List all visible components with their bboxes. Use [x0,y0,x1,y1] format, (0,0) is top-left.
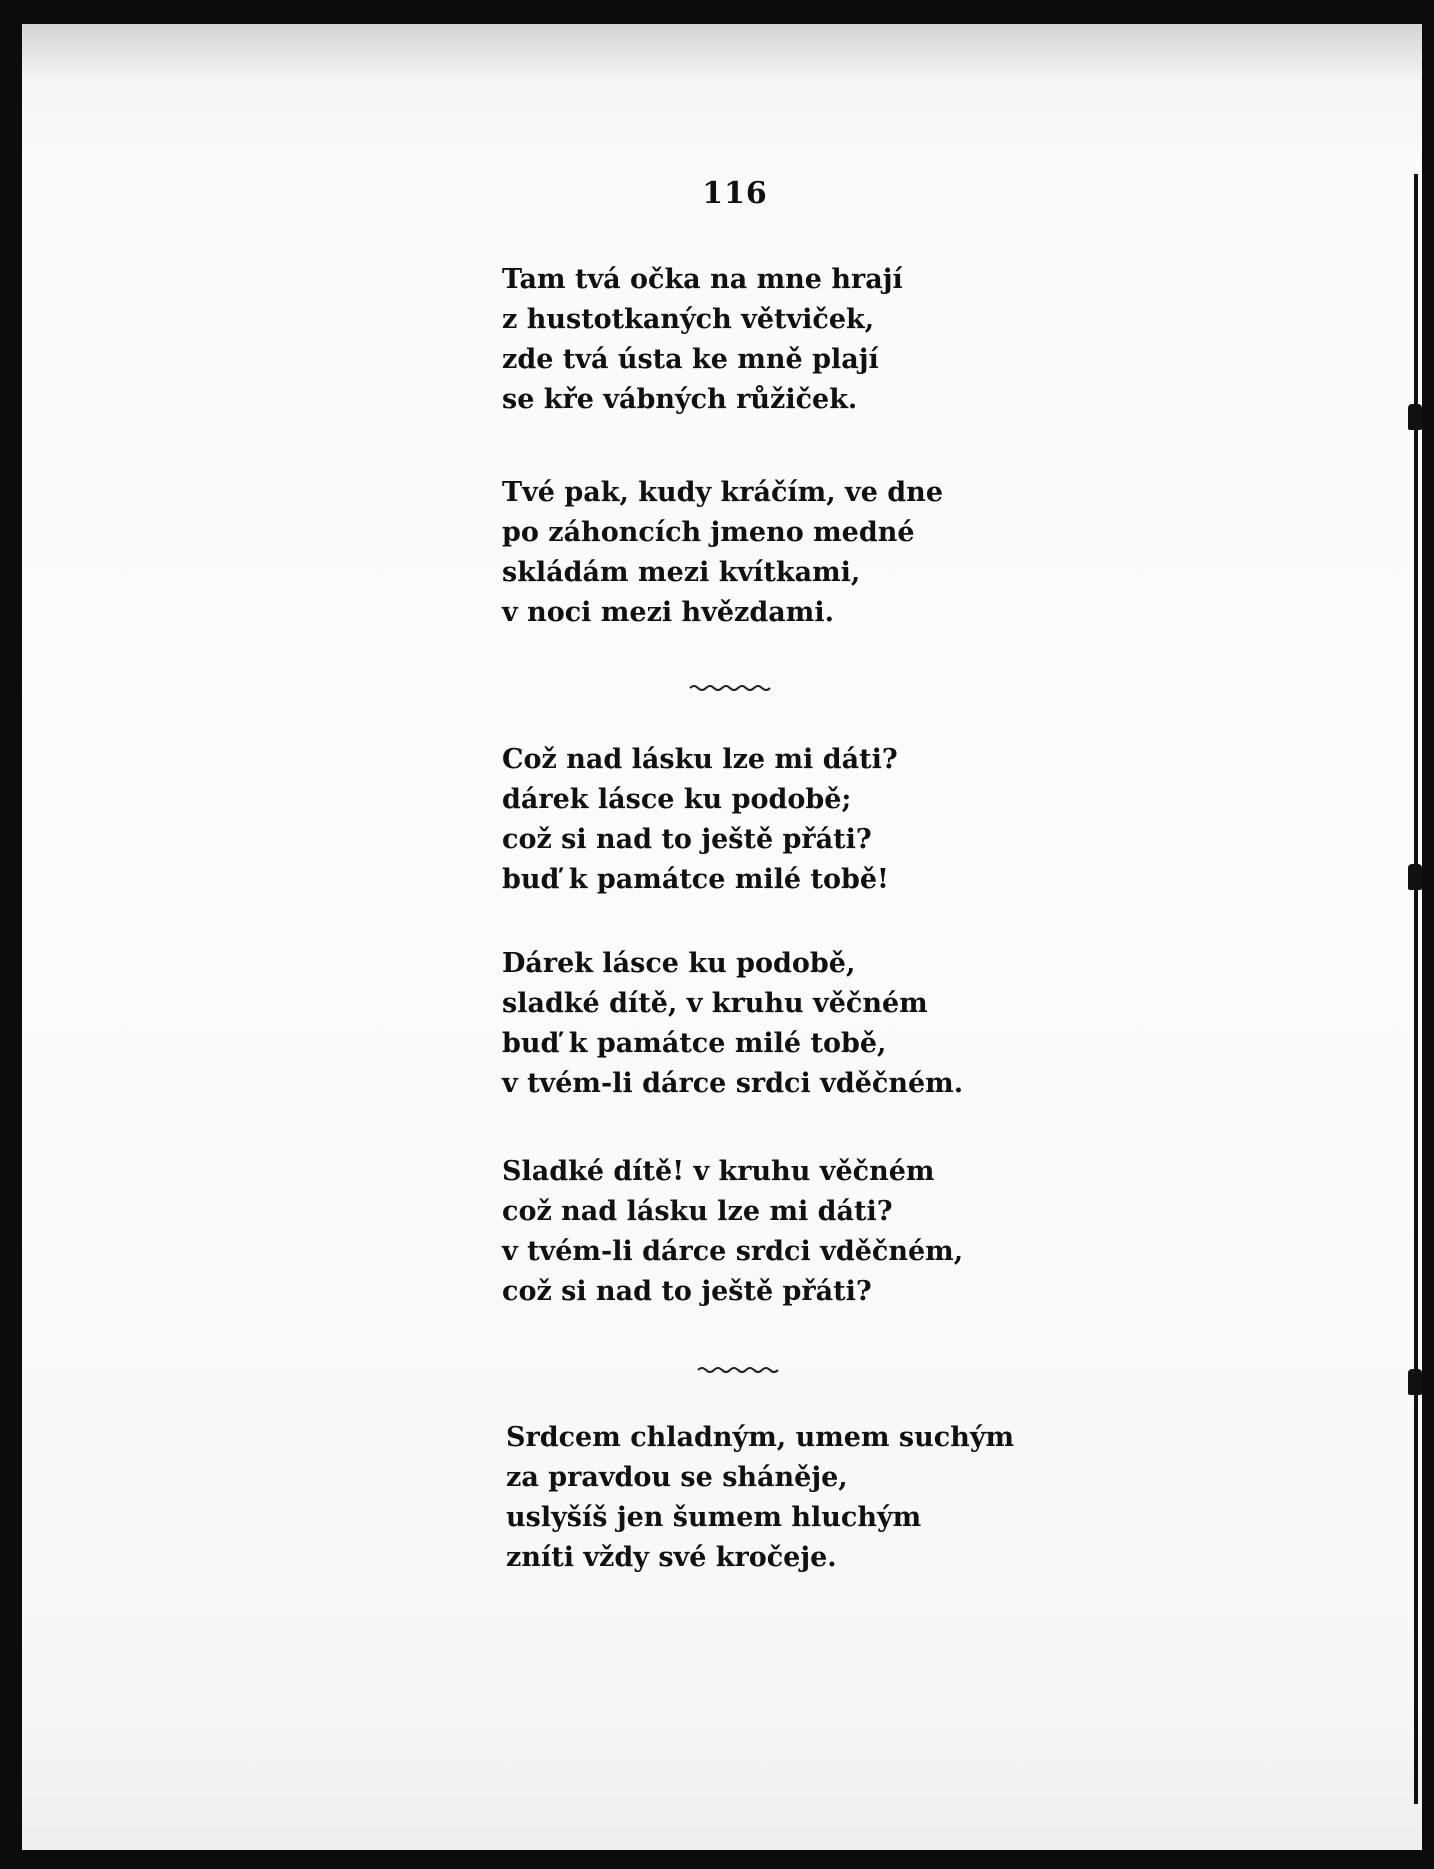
binding-mark [1408,404,1422,430]
verse-line: Dárek lásce ku podobě, [502,948,856,979]
verse-line: skládám mezi kvítkami, [502,557,861,588]
verse-line: což si nad to ještě přáti? [502,824,872,855]
verse-line: buď k památce milé tobě, [502,1028,887,1059]
verse-line: uslyšíš jen šumem hluchým [506,1502,922,1533]
verse-line: po záhoncích jmeno medné [502,517,915,548]
stanza-5 [502,1152,963,1312]
binding-mark [1408,1369,1422,1395]
verse-line: což si nad to ještě přáti? [502,1276,872,1307]
verse-line: sladké dítě, v kruhu věčném [502,988,928,1019]
stanza-6 [506,1418,1014,1578]
verse-line: Tam tvá očka na mne hrají [502,264,903,295]
verse-line: za pravdou se sháněje, [506,1462,848,1493]
verse-line: z hustotkaných větviček, [502,304,875,335]
verse-line: Srdcem chladným, umem suchým [506,1422,1015,1453]
paper-shadow [22,24,1422,84]
verse-line: zde tvá ústa ke mně plají [502,344,879,375]
verse-line: v tvém-li dárce srdci vděčném, [502,1236,964,1267]
page-number: 116 [702,176,768,211]
verse-line: Sladké dítě! v kruhu věčném [502,1156,935,1187]
verse-line: zníti vždy své kročeje. [506,1542,837,1573]
verse-line: Což nad lásku lze mi dáti? [502,744,898,775]
stanza-2 [502,473,943,633]
verse-line: se kře vábných růžiček. [502,384,858,415]
verse-line: v tvém-li dárce srdci vděčném. [502,1068,964,1099]
stanza-3 [502,740,898,900]
wavy-divider [688,683,774,693]
verse-line: buď k památce milé tobě! [502,864,889,895]
verse-line: což nad lásku lze mi dáti? [502,1196,893,1227]
verse-line: Tvé pak, kudy kráčím, ve dne [502,477,943,508]
binding-mark [1408,864,1422,890]
stanza-4 [502,944,963,1104]
wavy-divider [696,1365,782,1375]
verse-line: dárek lásce ku podobě; [502,784,852,815]
verse-line: v noci mezi hvězdami. [502,597,834,628]
stanza-1 [502,260,903,420]
